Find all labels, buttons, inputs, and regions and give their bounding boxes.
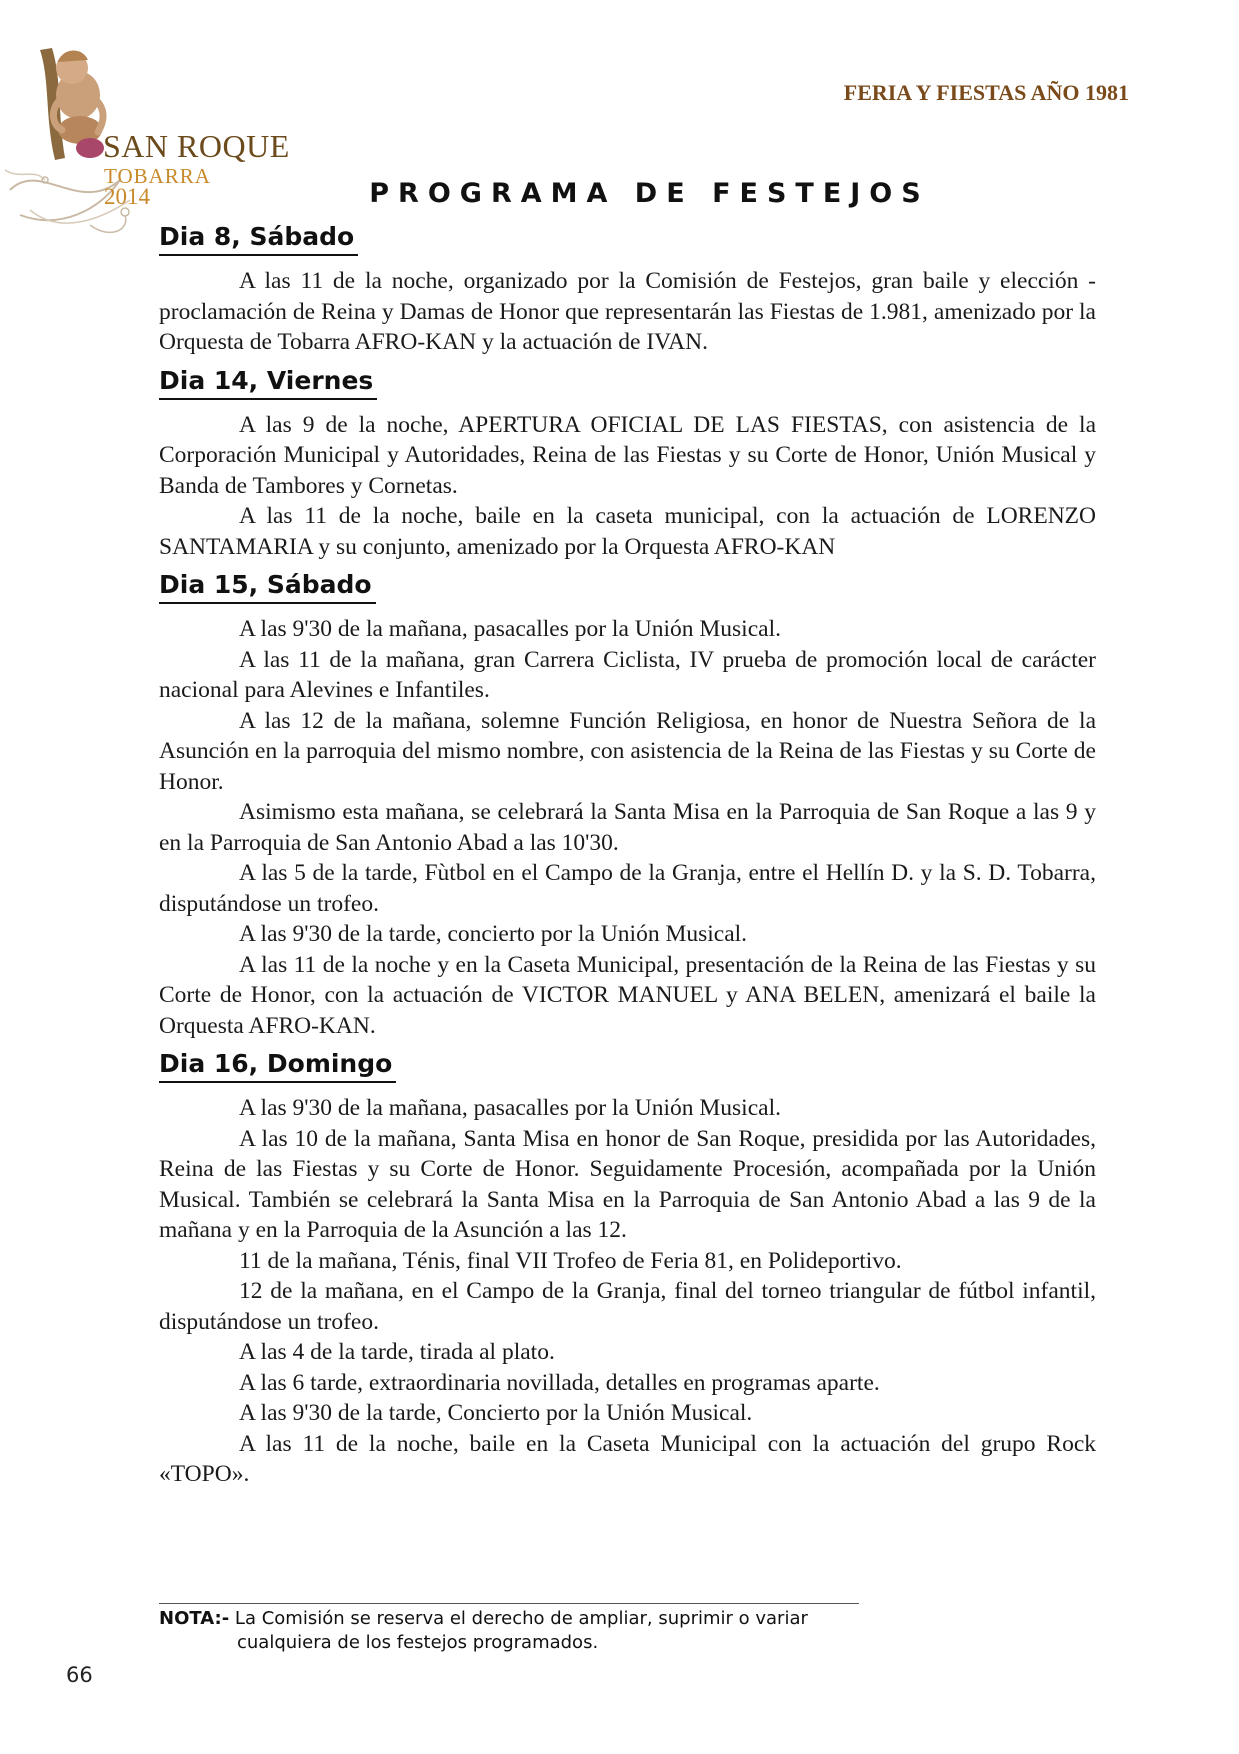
logo-year: 2014 xyxy=(104,184,150,209)
day-section xyxy=(159,366,1096,563)
event-paragraph: A las 4 de la tarde, tirada al plato. xyxy=(239,1339,555,1365)
event-paragraph: 11 de la mañana, Ténis, final VII Trofeo de Feria 81, en Polideportivo. xyxy=(239,1247,902,1274)
logo-title: SAN ROQUE xyxy=(103,128,290,164)
event-paragraph: A las 9'30 de la mañana, pasacalles por la Unión Musical. xyxy=(239,616,781,642)
day-heading: Dia 16, Domingo xyxy=(159,1049,396,1083)
event-paragraph: A las 11 de la noche y en la Caseta Municipal, presentación de la Reina de las Fiestas y su Corte de Honor, con la actuación de VICTOR MANUEL y ANA BELEN, amenizará el baile la Orquesta AFRO-KAN. xyxy=(159,951,1096,1039)
nota-divider xyxy=(159,1603,859,1604)
nota-block xyxy=(159,1607,808,1655)
event-paragraph: 12 de la mañana, en el Campo de la Granja, final del torneo triangular de fútbol infantil, disputándose un trofeo. xyxy=(159,1278,1096,1335)
day-heading: Dia 15, Sábado xyxy=(159,570,376,604)
event-paragraph: Asimismo esta mañana, se celebrará la Santa Misa en la Parroquia de San Roque a las 9 y en la Parroquia de San Antonio Abad a las 10'30. xyxy=(159,799,1096,856)
logo-subtitle: TOBARRA xyxy=(104,164,211,188)
page-number: 66 xyxy=(66,1663,93,1687)
page-title: PROGRAMA DE FESTEJOS xyxy=(369,178,930,209)
event-paragraph: A las 9 de la noche, APERTURA OFICIAL DE LAS FIESTAS, con asistencia de la Corporación Municipal y Autoridades, Reina de las Fiestas y su Corte de Honor, Unión Musical y Banda de Tambores y Cornetas. xyxy=(159,411,1096,499)
day-section xyxy=(159,1049,1096,1490)
event-paragraph: A las 9'30 de la mañana, pasacalles por la Unión Musical. xyxy=(239,1095,781,1121)
event-paragraph: A las 9'30 de la tarde, concierto por la Unión Musical. xyxy=(239,921,748,947)
nota-text-line1: La Comisión se reserva el derecho de ampliar, suprimir o variar xyxy=(234,1608,808,1629)
event-paragraph: A las 11 de la noche, baile en la Caseta Municipal con la actuación del grupo Rock «TOPO». xyxy=(159,1430,1096,1487)
day-heading: Dia 8, Sábado xyxy=(159,222,358,256)
program-content xyxy=(159,222,1096,1498)
event-paragraph: A las 9'30 de la tarde, Concierto por la Unión Musical. xyxy=(239,1400,753,1426)
nota-text-line2: cualquiera de los festejos programados. xyxy=(237,1632,599,1653)
event-paragraph: A las 10 de la mañana, Santa Misa en honor de San Roque, presidida por las Autoridades, Reina de las Fiestas y su Corte de Honor. Seguidamente Procesión, acompañada por la Unión Musical. También se celebrará la Santa Misa en la Parroquia de San Antonio Abad a las 9 de la mañana y en la Parroquia de la Asunción a las 12. xyxy=(159,1125,1096,1243)
day-section xyxy=(159,570,1096,1041)
day-section xyxy=(159,222,1096,358)
event-paragraph: A las 11 de la noche, organizado por la Comisión de Festejos, gran baile y elección - proclamación de Reina y Damas de Honor que representarán las Fiestas de 1.981, amenizado por la Orquesta de Tobarra AFRO-KAN y la actuación de IVAN. xyxy=(159,268,1096,355)
event-paragraph: A las 12 de la mañana, solemne Función Religiosa, en honor de Nuestra Señora de la Asunción en la parroquia del mismo nombre, con asistencia de la Reina de las Fiestas y su Corte de Honor. xyxy=(159,707,1096,795)
event-paragraph: A las 6 tarde, extraordinaria novillada, detalles en programas aparte. xyxy=(239,1369,880,1396)
event-paragraph: A las 5 de la tarde, Fùtbol en el Campo de la Granja, entre el Hellín D. y la S. D. Tobarra, disputándose un trofeo. xyxy=(159,860,1096,917)
nota-label: NOTA:- xyxy=(159,1608,230,1629)
event-paragraph: A las 11 de la mañana, gran Carrera Ciclista, IV prueba de promoción local de carácter nacional para Alevines e Infantiles. xyxy=(159,646,1096,703)
event-paragraph: A las 11 de la noche, baile en la caseta municipal, con la actuación de LORENZO SANTAMARIA y su conjunto, amenizado por la Orquesta AFRO-KAN xyxy=(159,503,1096,560)
day-heading: Dia 14, Viernes xyxy=(159,366,377,400)
running-head: FERIA Y FIESTAS AÑO 1981 xyxy=(843,80,1129,105)
